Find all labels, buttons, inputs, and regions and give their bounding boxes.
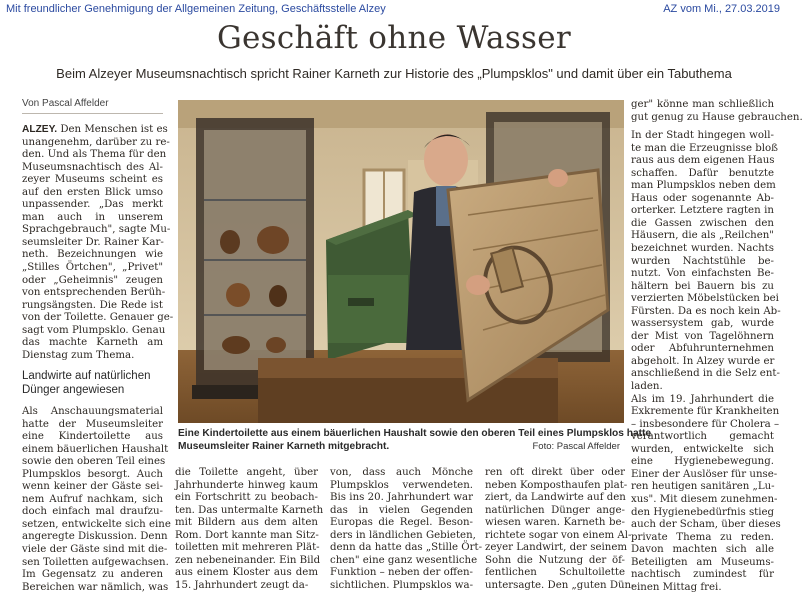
text-line: angeregte Diskussion. Denn: [22, 531, 168, 543]
caption-line: Eine Kindertoilette aus einem bäuerlichen Haushalt sowie den oberen Teil eines Plumpsklos hatte: [178, 428, 652, 439]
text-line: auf den ersten Blick umso: [22, 186, 163, 198]
text-line: ten. Das untermalte Karneth: [175, 504, 324, 516]
text-line: wenn keiner der Gäste sei-: [22, 481, 163, 493]
column-2: [175, 467, 324, 592]
text-line: auch der Scham, über dieses: [631, 519, 781, 531]
text-line: Museumsnachtisch des Al-: [22, 161, 163, 173]
text-line: der Mist von Tagelöhnern: [631, 330, 774, 342]
text-line: private Thema zu reden.: [631, 531, 774, 543]
text-line: In der Stadt hingegen woll-: [631, 130, 774, 142]
text-line: sichtlichen. Plumpsklos wa-: [330, 579, 474, 591]
subheading-line: Dünger angewiesen: [22, 384, 125, 396]
text-line: denn da hatte das „Stille Ört-: [330, 542, 483, 554]
text-line: die Toilette angeht, über: [175, 467, 318, 478]
text-line: – insbesondere für Cholera –: [631, 418, 780, 430]
column-1: [22, 124, 174, 362]
text-line: gut genug zu Hause gebrauchen.: [631, 111, 803, 123]
text-line: von entsprechenden Berüh-: [22, 287, 166, 299]
text-line: von, dass auch Mönche: [330, 467, 473, 478]
text-line: Europas die Regel. Beson-: [330, 517, 473, 529]
text-line: hatte der Museumsleiter: [22, 418, 163, 430]
text-line: nachtisch zumindest für: [631, 569, 774, 581]
text-line: rungsängsten. Die Rede ist: [22, 299, 163, 311]
text-line: ders in ländlichen Gebieten,: [330, 529, 476, 541]
text-line: aus einem Kloster aus dem: [175, 567, 318, 579]
byline-rule: [22, 113, 163, 114]
text-line: toiletten mit mehreren Plät-: [175, 542, 320, 554]
text-line: verantwortlich gemacht: [631, 431, 774, 443]
text-line: Dienstag zum Thema.: [22, 349, 135, 361]
text-line: wurden, entwickelte sich: [631, 443, 774, 455]
text-line: hältern bei Bauern bis zu: [631, 280, 774, 292]
text-line: sen Toiletten aufgewachsen.: [22, 556, 169, 568]
text-line: sagt vom Plumpsklo. Genau: [22, 324, 166, 336]
author-byline: Von Pascal Affelder: [22, 98, 109, 109]
text-line: Sohn die Nutzung der öf-: [485, 554, 625, 566]
column-3: [330, 467, 483, 592]
text-line: Exkremente für Krankheiten: [631, 406, 780, 418]
text-line: orterker. Letztere ragten in: [631, 205, 774, 217]
text-line: Bis ins 20. Jahrhundert war: [330, 492, 473, 504]
text-line: mit Bildern aus dem alten: [175, 517, 318, 529]
text-line: Im Gegensatz zu anderen: [22, 569, 163, 581]
caption-line-2: [178, 441, 624, 454]
text-line: wassersystem gab, wurde: [631, 318, 774, 330]
text-line: einen Mittag frei.: [631, 581, 722, 593]
article-subtitle: Beim Alzeyer Museumsnachtisch spricht Rainer Karneth zur Historie des „Plumpsklos" und damit über ein Tabuthema: [56, 66, 732, 81]
text-line: Jahrhunderte hinweg kaum: [175, 479, 318, 491]
text-line: das machte Karneth am: [22, 337, 163, 349]
text-line: viele der Gäste sind mit die-: [22, 544, 168, 556]
text-line: Sprachgebrauch", sagte Mu-: [22, 224, 171, 236]
text-line: Bereichen war nämlich, was: [22, 581, 169, 593]
text-line: eine Hygienebewegung.: [631, 456, 774, 468]
text-line: fentlichen Schultoilette: [485, 567, 625, 579]
text-line: seumsleiter Dr. Rainer Kar-: [22, 236, 164, 248]
text-line: wiesen waren. Karneth be-: [485, 517, 625, 529]
photo-illustration: [178, 100, 624, 423]
text-line: setzen, entwickelte sich eine: [22, 518, 171, 530]
text-line: die Gassen zwischen den: [631, 217, 774, 229]
text-line: ziert, da Landwirte auf den: [485, 492, 626, 504]
text-line: Fürsten. Da es noch kein Ab-: [631, 305, 781, 317]
article-photo: [178, 100, 624, 423]
text-line: abgeholt. In Alzey wurde er: [631, 355, 775, 367]
caption-line-text: Museumsleiter Rainer Karneth mitgebracht.: [178, 440, 390, 452]
text-line: ren oft direkt über oder: [485, 467, 625, 478]
text-line: von der Toilette. Genauer ge-: [22, 312, 174, 324]
text-line: natürlichen Dünger ange-: [485, 504, 625, 516]
subheading-line: Landwirte auf natürlichen: [22, 370, 151, 382]
text-line: das in vielen Gegenden: [330, 504, 473, 516]
text-line: ein Fortschritt zu beobach-: [175, 492, 318, 504]
text-line: den Hygienebedürfnis stieg: [631, 506, 775, 518]
text-line: Einer der Auslöser für unse-: [631, 468, 778, 480]
text-line: „Stilles Örtchen", „Privet": [22, 262, 163, 274]
text-line: richtete sogar von einem Al-: [485, 529, 632, 541]
text-line: man Plumpsklos neben dem: [631, 180, 776, 192]
text-line: 15. Jahrhundert zeugt da-: [175, 579, 309, 591]
text-line: schaffen. Dafür benutzte: [631, 167, 774, 179]
text-line: oder „Geheimnis" zeugen: [22, 274, 163, 286]
subheading: [22, 369, 167, 397]
text-line: verzierten Möbelstücken bei: [631, 293, 779, 305]
text-line: Plumpsklos verwendeten.: [330, 479, 473, 491]
text-line: xus". Mit diesem zunehmen-: [631, 493, 778, 505]
text-line: Plumpsklos besorgt. Auch: [22, 468, 163, 480]
photo-caption: [178, 428, 652, 453]
text-line: unangenehm, darüber zu re-: [22, 136, 170, 148]
text-line: ger" könne man schließlich: [631, 99, 774, 110]
text-line: Als Anschauungsmaterial: [22, 406, 163, 417]
text-line: man auch in unserem: [22, 211, 163, 223]
text-line: ren heutigen sanitären „Lu-: [631, 481, 775, 493]
column-4: [485, 467, 635, 592]
text-line: Haus oder sogenannte Ab-: [631, 192, 774, 204]
text-line: anschließend in die Selz ent-: [631, 368, 780, 380]
text-line: den. Und als Thema für den: [22, 149, 167, 161]
text-line: te man die Erzeugnisse bloß: [631, 142, 778, 154]
text-line: Rom. Dort kannte man Sitz-: [175, 529, 319, 541]
header-date: AZ vom Mi., 27.03.2019: [663, 3, 780, 15]
text-line: Häusern, die als „Reilchen": [631, 230, 774, 242]
text-line: eine Kindertoilette aus: [22, 431, 163, 443]
text-line: unpassender. „Das merkt: [22, 199, 163, 211]
text-line: Als im 19. Jahrhundert die: [631, 393, 774, 405]
column-1-continued: [22, 406, 171, 594]
header-credit: Mit freundlicher Genehmigung der Allgemeinen Zeitung, Geschäftsstelle Alzey: [6, 3, 386, 15]
text-line: Davon machten sich alle: [631, 544, 774, 556]
text-line: ALZEY. Den Menschen ist es: [22, 124, 168, 135]
dateline: ALZEY.: [22, 124, 58, 135]
text-line: raus aus dem eigenen Haus: [631, 155, 775, 167]
text-line: nutzt. Von einfachsten Be-: [631, 268, 774, 280]
text-line: zeyer Landwirt, der seinem: [485, 542, 628, 554]
text-line: nem Aufruf nachkam, sich: [22, 493, 163, 505]
text-line: einem bäuerlichen Haushalt: [22, 443, 169, 455]
text-line: oder Abfuhrunternehmen: [631, 343, 774, 355]
text-line: neben Komposthaufen plat-: [485, 479, 628, 491]
text-line: wurden Nachtstühle be-: [631, 255, 774, 267]
text-line: Beteiligten am Museums-: [631, 556, 774, 568]
text-line: untersagte. Den „guten Dün-: [485, 579, 635, 591]
text-line: sowie den oberen Teil eines: [22, 456, 166, 468]
text-line: Funktion – neben der offen-: [330, 567, 473, 579]
photo-credit: Foto: Pascal Affelder: [532, 440, 620, 452]
text-line: doch einfach mal draufzu-: [22, 506, 163, 518]
text-line: laden.: [631, 381, 663, 393]
article-title: Geschäft ohne Wasser: [216, 20, 572, 56]
text-line: zen nebeneinander. Ein Bild: [175, 554, 321, 566]
text-line: chen" eine ganz wesentliche: [330, 554, 478, 566]
text-line: zeyer Museums scheint es: [22, 174, 163, 186]
text-line: bezeichnet wurden. Nachts: [631, 243, 774, 255]
column-5: [631, 99, 803, 594]
text-line: neth. Bezeichnungen wie: [22, 249, 163, 261]
